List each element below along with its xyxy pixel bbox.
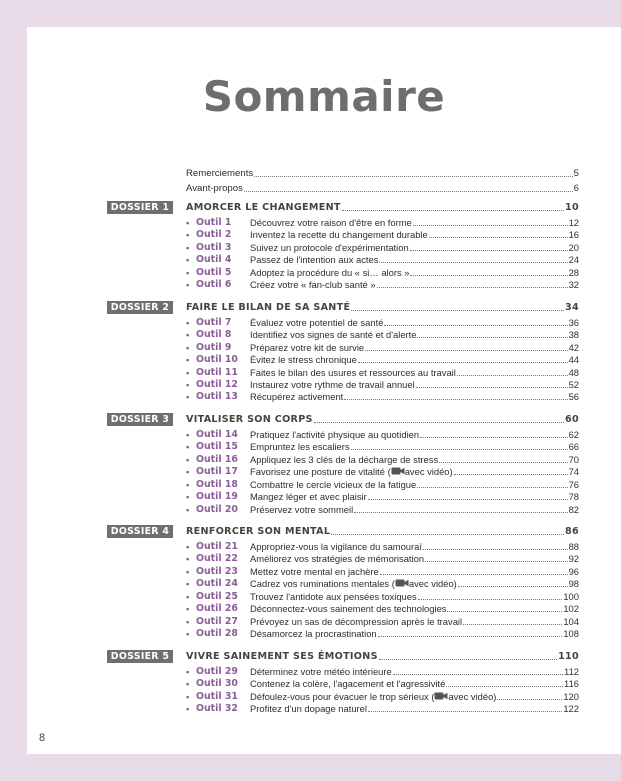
bullet-icon: • (186, 541, 190, 552)
tool-page: 120 (563, 690, 579, 702)
tool-number: Outil 3 (196, 241, 232, 253)
tool-entry (186, 267, 579, 279)
tool-page: 44 (568, 354, 579, 366)
chapter-heading (186, 301, 579, 314)
dot-leader (423, 549, 568, 550)
tool-page: 78 (568, 491, 579, 503)
tool-number: Outil 32 (196, 702, 238, 714)
dot-leader (439, 462, 567, 463)
tool-number: Outil 11 (196, 366, 238, 378)
tool-page: 98 (568, 578, 579, 590)
video-camera-icon (391, 466, 405, 478)
tool-page: 20 (568, 241, 579, 253)
tool-number: Outil 15 (196, 441, 238, 453)
tool-entry (186, 678, 579, 690)
tool-number: Outil 17 (196, 466, 238, 478)
tool-entry (186, 628, 579, 640)
bullet-icon: • (186, 241, 190, 253)
bullet-icon: • (186, 578, 190, 590)
dot-leader (454, 474, 568, 475)
tool-page: 88 (568, 541, 579, 552)
tool-title: Trouvez l'antidote aux pensées toxiques (250, 590, 417, 602)
tool-number: Outil 4 (196, 254, 232, 266)
bullet-icon: • (186, 279, 190, 291)
bullet-icon: • (186, 690, 190, 702)
chapter-page: 10 (565, 202, 579, 213)
bullet-icon: • (186, 478, 190, 490)
bullet-icon: • (186, 678, 190, 690)
bullet-icon: • (186, 378, 190, 390)
tool-page: 42 (568, 341, 579, 353)
tool-page: 28 (568, 266, 579, 278)
tool-title: Adoptez la procédure du « si… alors » (250, 266, 410, 278)
tool-number: Outil 10 (196, 354, 238, 366)
bullet-icon: • (186, 366, 190, 378)
tool-title: Préparez votre kit de survie (250, 341, 365, 353)
tool-page: 48 (568, 366, 579, 378)
tool-title: Déconnectez-vous sainement des technologies (250, 603, 447, 615)
bullet-icon: • (186, 590, 190, 602)
bullet-icon: • (186, 553, 190, 565)
bullet-icon: • (186, 391, 190, 403)
tool-number: Outil 27 (196, 615, 238, 627)
bullet-icon: • (186, 665, 190, 677)
tool-page: 76 (568, 478, 579, 490)
dot-leader (420, 437, 567, 438)
dot-leader (393, 674, 563, 675)
video-camera-icon (395, 578, 409, 590)
dot-leader (377, 287, 568, 288)
dot-leader (368, 499, 568, 500)
entry-page: 6 (573, 183, 579, 194)
tool-title: Mettez votre mental en jachère (250, 565, 379, 577)
tool-entry (186, 429, 579, 441)
tool-number: Outil 19 (196, 491, 238, 503)
dot-leader (425, 561, 568, 562)
page-title: Sommaire (202, 72, 446, 121)
dot-leader (365, 350, 567, 351)
dot-leader (384, 325, 567, 326)
tool-entry (186, 541, 579, 553)
tool-page: 24 (568, 254, 579, 266)
tool-entry (186, 466, 579, 478)
bullet-icon: • (186, 329, 190, 341)
bullet-icon: • (186, 341, 190, 353)
tool-page: 104 (563, 615, 579, 627)
tool-number: Outil 7 (196, 316, 232, 328)
dossier-badge: DOSSIER 5 (107, 650, 173, 663)
tool-entry (186, 566, 579, 578)
tool-entry (186, 254, 579, 266)
tool-title: Inventez la recette du changement durable (250, 229, 428, 241)
tool-title: Mangez léger et avec plaisir (250, 491, 367, 503)
chapter-page: 110 (558, 650, 579, 662)
tool-number: Outil 5 (196, 266, 232, 278)
dot-leader (429, 237, 568, 238)
tool-number: Outil 6 (196, 279, 232, 291)
toc-entry (186, 182, 579, 195)
chapter-page: 60 (565, 413, 579, 425)
tool-number: Outil 21 (196, 541, 238, 552)
tool-entry (186, 479, 579, 491)
tool-entry (186, 666, 579, 678)
dot-leader (368, 711, 562, 712)
tool-title: Identifiez vos signes de santé et d'alerte (250, 329, 417, 341)
tool-number: Outil 9 (196, 341, 232, 353)
dot-leader (244, 191, 573, 192)
tool-entry (186, 703, 579, 715)
bullet-icon: • (186, 266, 190, 278)
dot-leader (458, 586, 568, 587)
tool-page: 96 (568, 565, 579, 577)
chapter-heading (186, 413, 579, 426)
dot-leader (416, 387, 568, 388)
bullet-icon: • (186, 254, 190, 266)
video-label: avec vidéo) (404, 466, 453, 478)
tool-title: Instaurez votre rythme de travail annuel (250, 378, 415, 390)
tool-title: Récupérez activement (250, 391, 344, 403)
tool-title: Empruntez les escaliers (250, 441, 350, 453)
tool-title: Contenez la colère, l'agacement et l'agressivité (250, 678, 446, 690)
tool-title: Défoulez-vous pour évacuer le trop sérieux ( (250, 690, 435, 702)
tool-entry (186, 578, 579, 590)
tool-title: Pratiquez l'activité physique au quotidien (250, 428, 420, 440)
tool-page: 38 (568, 329, 579, 341)
dot-leader (418, 599, 563, 600)
tool-page: 92 (568, 553, 579, 565)
dot-leader (342, 210, 564, 211)
bullet-icon: • (186, 217, 190, 228)
bullet-icon: • (186, 603, 190, 615)
tool-entry (186, 391, 579, 403)
tool-number: Outil 22 (196, 553, 238, 565)
dot-leader (331, 534, 564, 535)
dot-leader (410, 275, 567, 276)
video-label: avec vidéo) (408, 578, 457, 590)
dossier-badge: DOSSIER 3 (107, 413, 173, 426)
tool-entry (186, 229, 579, 241)
dossier-badge: DOSSIER 2 (107, 301, 173, 314)
dossier-badge: DOSSIER 1 (107, 201, 173, 214)
chapter-heading (186, 201, 579, 214)
tool-entry (186, 691, 579, 703)
dot-leader (380, 574, 568, 575)
dot-leader (417, 487, 567, 488)
bullet-icon: • (186, 453, 190, 465)
tool-number: Outil 26 (196, 603, 238, 615)
tool-page: 62 (568, 428, 579, 440)
dot-leader (413, 225, 568, 226)
tool-title: Créez votre « fan-club santé » (250, 279, 376, 291)
tool-title: Prévoyez un sas de décompression après le travail (250, 615, 463, 627)
tool-page: 36 (568, 316, 579, 328)
dot-leader (358, 362, 568, 363)
chapter-title: FAIRE LE BILAN DE SA SANTÉ (186, 301, 351, 313)
tool-page: 56 (568, 391, 579, 403)
tool-entry (186, 279, 579, 291)
chapter-heading (186, 525, 579, 538)
tool-entry (186, 553, 579, 565)
dot-leader (379, 262, 567, 263)
tool-title: Faites le bilan des usures et ressources au travail (250, 366, 456, 378)
tool-entry (186, 491, 579, 503)
bullet-icon: • (186, 491, 190, 503)
tool-title: Appropriez-vous la vigilance du samouraï (250, 541, 422, 552)
tool-number: Outil 12 (196, 378, 238, 390)
tool-entry (186, 441, 579, 453)
bullet-icon: • (186, 316, 190, 328)
dot-leader (351, 449, 568, 450)
bullet-icon: • (186, 565, 190, 577)
tool-title: Profitez d'un dopage naturel (250, 702, 367, 714)
dot-leader (354, 512, 567, 513)
dot-leader (446, 686, 563, 687)
dossier-badge: DOSSIER 4 (107, 525, 173, 538)
dot-leader (463, 624, 562, 625)
tool-number: Outil 24 (196, 578, 238, 590)
dot-leader (314, 422, 564, 423)
chapter-title: VIVRE SAINEMENT SES ÉMOTIONS (186, 650, 378, 662)
tool-entry (186, 329, 579, 341)
dot-leader (344, 399, 567, 400)
tool-title: Évitez le stress chronique (250, 354, 357, 366)
tool-title: Découvrez votre raison d'être en forme (250, 217, 412, 228)
tool-entry (186, 317, 579, 329)
tool-title: Déterminez votre météo intérieure (250, 665, 392, 677)
entry-page: 5 (573, 168, 579, 179)
tool-entry (186, 242, 579, 254)
tool-number: Outil 31 (196, 690, 238, 702)
dot-leader (447, 611, 562, 612)
tool-page: 12 (568, 217, 579, 228)
tool-title: Suivez un protocole d'expérimentation (250, 241, 409, 253)
chapter-heading (186, 650, 579, 663)
tool-number: Outil 1 (196, 217, 232, 228)
tool-title: Passez de l'intention aux actes (250, 254, 379, 266)
tool-entry (186, 603, 579, 615)
tool-page: 108 (563, 628, 579, 640)
chapter-title: VITALISER SON CORPS (186, 413, 313, 425)
tool-entry (186, 354, 579, 366)
dot-leader (417, 337, 567, 338)
bullet-icon: • (186, 628, 190, 640)
tool-number: Outil 13 (196, 391, 238, 403)
tool-number: Outil 16 (196, 453, 238, 465)
chapter-page: 86 (565, 526, 579, 537)
tool-number: Outil 18 (196, 478, 238, 490)
tool-entry (186, 379, 579, 391)
tool-title: Favorisez une posture de vitalité ( (250, 466, 391, 478)
bullet-icon: • (186, 441, 190, 453)
tool-entry (186, 591, 579, 603)
tool-number: Outil 29 (196, 665, 238, 677)
bullet-icon: • (186, 229, 190, 241)
page (27, 27, 621, 754)
chapter-title: RENFORCER SON MENTAL (186, 526, 331, 537)
tool-title: Améliorez vos stratégies de mémorisation (250, 553, 425, 565)
tool-number: Outil 23 (196, 565, 238, 577)
tool-page: 112 (564, 665, 579, 677)
tool-page: 82 (568, 503, 579, 515)
tool-number: Outil 2 (196, 229, 232, 241)
tool-title: Appliquez les 3 clés de la décharge de stress (250, 453, 439, 465)
tool-number: Outil 14 (196, 428, 238, 440)
entry-label: Avant-propos (186, 183, 243, 194)
video-camera-icon (434, 691, 448, 703)
tool-page: 74 (568, 466, 579, 478)
tool-page: 32 (568, 279, 579, 291)
tool-entry (186, 217, 579, 229)
tool-page: 100 (563, 590, 579, 602)
tool-page: 52 (568, 378, 579, 390)
tool-page: 116 (564, 678, 579, 690)
tool-title: Combattre le cercle vicieux de la fatigue (250, 478, 417, 490)
entry-label: Remerciements (186, 168, 254, 179)
bullet-icon: • (186, 702, 190, 714)
tool-number: Outil 28 (196, 628, 238, 640)
dot-leader (254, 176, 572, 177)
tool-entry (186, 342, 579, 354)
tool-page: 16 (568, 229, 579, 241)
tool-entry (186, 616, 579, 628)
tool-page: 70 (568, 453, 579, 465)
chapter-page: 34 (565, 301, 579, 313)
tool-page: 66 (568, 441, 579, 453)
bullet-icon: • (186, 354, 190, 366)
tool-entry (186, 454, 579, 466)
bullet-icon: • (186, 615, 190, 627)
dot-leader (497, 699, 562, 700)
bullet-icon: • (186, 428, 190, 440)
tool-entry (186, 367, 579, 379)
chapter-title: AMORCER LE CHANGEMENT (186, 202, 341, 213)
video-label: avec vidéo) (448, 690, 497, 702)
toc-entry (186, 167, 579, 180)
tool-page: 102 (563, 603, 579, 615)
tool-title: Désamorcez la procrastination (250, 628, 377, 640)
bullet-icon: • (186, 503, 190, 515)
dot-leader (378, 636, 563, 637)
dot-leader (351, 310, 564, 311)
dot-leader (410, 250, 568, 251)
tool-number: Outil 25 (196, 590, 238, 602)
tool-title: Évaluez votre potentiel de santé (250, 316, 384, 328)
tool-number: Outil 20 (196, 503, 238, 515)
tool-number: Outil 30 (196, 678, 238, 690)
tool-page: 122 (563, 702, 579, 714)
dot-leader (457, 375, 568, 376)
tool-title: Préservez votre sommeil (250, 503, 354, 515)
page-number: 8 (39, 732, 46, 744)
tool-number: Outil 8 (196, 329, 232, 341)
bullet-icon: • (186, 466, 190, 478)
dot-leader (379, 659, 557, 660)
tool-entry (186, 504, 579, 516)
tool-title: Cadrez vos ruminations mentales ( (250, 578, 395, 590)
